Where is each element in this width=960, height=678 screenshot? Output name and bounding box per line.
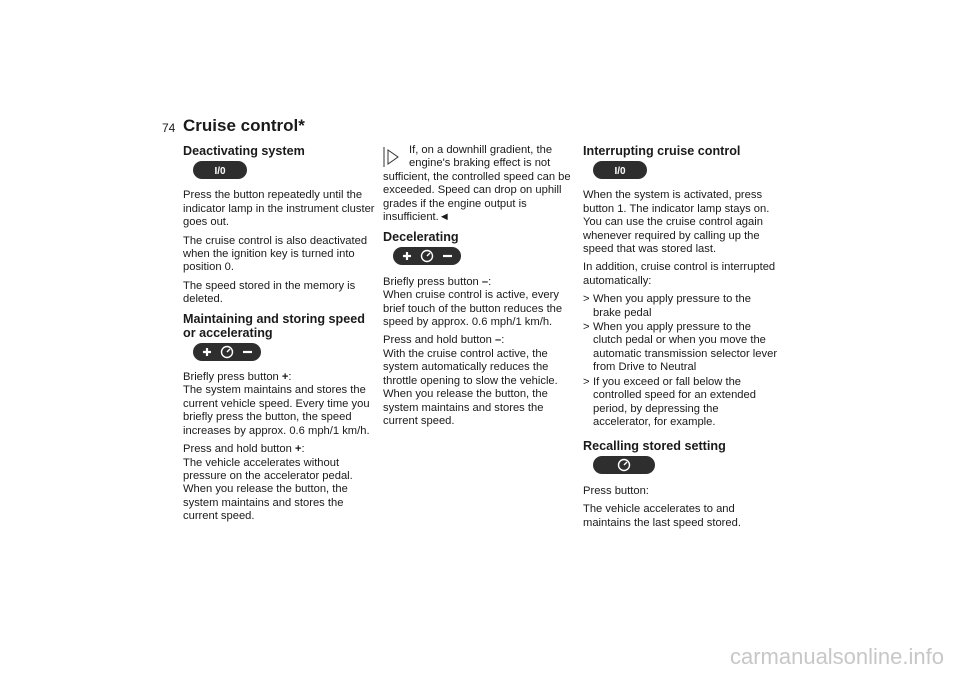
maintaining-p1-lead: Briefly press button xyxy=(183,371,282,384)
maintaining-p2 xyxy=(183,443,378,523)
recalling-p2: The vehicle accelerates to and maintains the last speed stored. xyxy=(583,503,741,529)
list-item: > If you exceed or fall below the controlled speed for an extended period, by depressing the accelerator, for example. xyxy=(583,376,778,430)
on-off-button-label: I/0 xyxy=(214,166,226,177)
plus-symbol: + xyxy=(281,371,289,384)
heading-maintaining: Maintaining and storing speed or accelerating xyxy=(183,311,365,340)
on-off-button-icon xyxy=(193,161,247,179)
heading-decelerating: Decelerating xyxy=(383,230,459,245)
decelerating-p2-body: With the cruise control active, the system automatically reduces the throttle opening to slow the vehicle. When you release the button, the system maintains and stores the current speed. xyxy=(383,347,558,427)
note-triangle-icon xyxy=(383,146,403,168)
on-off-button-icon xyxy=(593,161,647,179)
heading-interrupting: Interrupting cruise control xyxy=(583,144,741,158)
plus-symbol: + xyxy=(294,443,302,456)
decelerating-p1 xyxy=(383,276,578,330)
speedometer-button-icon xyxy=(593,456,655,474)
decelerating-p2 xyxy=(383,334,578,428)
maintaining-p2-lead: Press and hold button xyxy=(183,443,295,456)
column-2 xyxy=(383,144,578,433)
page-number: 74 xyxy=(162,121,176,135)
plus-speedometer-minus-button-icon xyxy=(193,343,261,361)
deactivating-p2: The cruise control is also deactivated when the ignition key is turned into position 0. xyxy=(183,234,368,274)
maintaining-p1 xyxy=(183,371,378,438)
decelerating-p2-lead: Press and hold button xyxy=(383,334,495,347)
maintaining-p1-colon: : xyxy=(288,371,292,384)
decelerating-p1-lead: Briefly press button xyxy=(383,275,482,288)
recalling-p1: Press button: xyxy=(583,484,649,497)
deactivating-p3: The speed stored in the memory is deleted. xyxy=(183,279,356,306)
minus-symbol: – xyxy=(481,275,489,288)
watermark: carmanualsonline.info xyxy=(729,644,944,669)
maintaining-p1-body: The system maintains and stores the current vehicle speed. Every time you briefly press the button, the speed increases by approx. 0.6 mph/1 km/h. xyxy=(183,384,370,437)
column-3 xyxy=(583,144,778,535)
end-mark-icon: ◄ xyxy=(438,211,450,224)
maintaining-p2-body: The vehicle accelerates without pressure on the accelerator pedal. When you release the button, the system maintains and stores the current speed. xyxy=(183,456,353,523)
plus-speedometer-minus-button-icon xyxy=(393,247,461,265)
heading-recalling: Recalling stored setting xyxy=(583,439,726,454)
note-text: If, on a downhill gradient, the engine's braking effect is not sufficient, the controlled speed can be exceeded. Speed can drop on uphill grades if the engine output is insufficient. xyxy=(383,144,571,224)
deactivating-p1: Press the button repeatedly until the indicator lamp in the instrument cluster goes out. xyxy=(183,189,375,229)
heading-deactivating: Deactivating system xyxy=(183,144,305,158)
on-off-button-label: I/0 xyxy=(614,166,626,177)
chapter-title: Cruise control* xyxy=(183,116,305,135)
column-1 xyxy=(183,144,378,529)
list-item: > When you apply pressure to the clutch pedal or when you move the automatic transmission selector lever from Drive to Neutral xyxy=(583,321,778,375)
decelerating-p1-body: When cruise control is active, every brief touch of the button reduces the speed by approx. 0.6 mph/1 km/h. xyxy=(383,289,563,329)
list-item: > When you apply pressure to the brake pedal xyxy=(583,293,778,320)
interrupting-p1: When the system is activated, press button 1. The indicator lamp stays on. You can use the cruise control again whenever required by calling up the speed that was stored last. xyxy=(583,189,770,256)
decelerating-p2-colon: : xyxy=(501,334,505,347)
interrupting-p2: In addition, cruise control is interrupted automatically: xyxy=(583,261,776,287)
interrupt-conditions-list xyxy=(583,293,778,429)
minus-symbol: – xyxy=(494,334,502,347)
decelerating-p1-colon: : xyxy=(488,275,492,288)
note-paragraph xyxy=(383,144,578,224)
maintaining-p2-colon: : xyxy=(301,443,305,456)
